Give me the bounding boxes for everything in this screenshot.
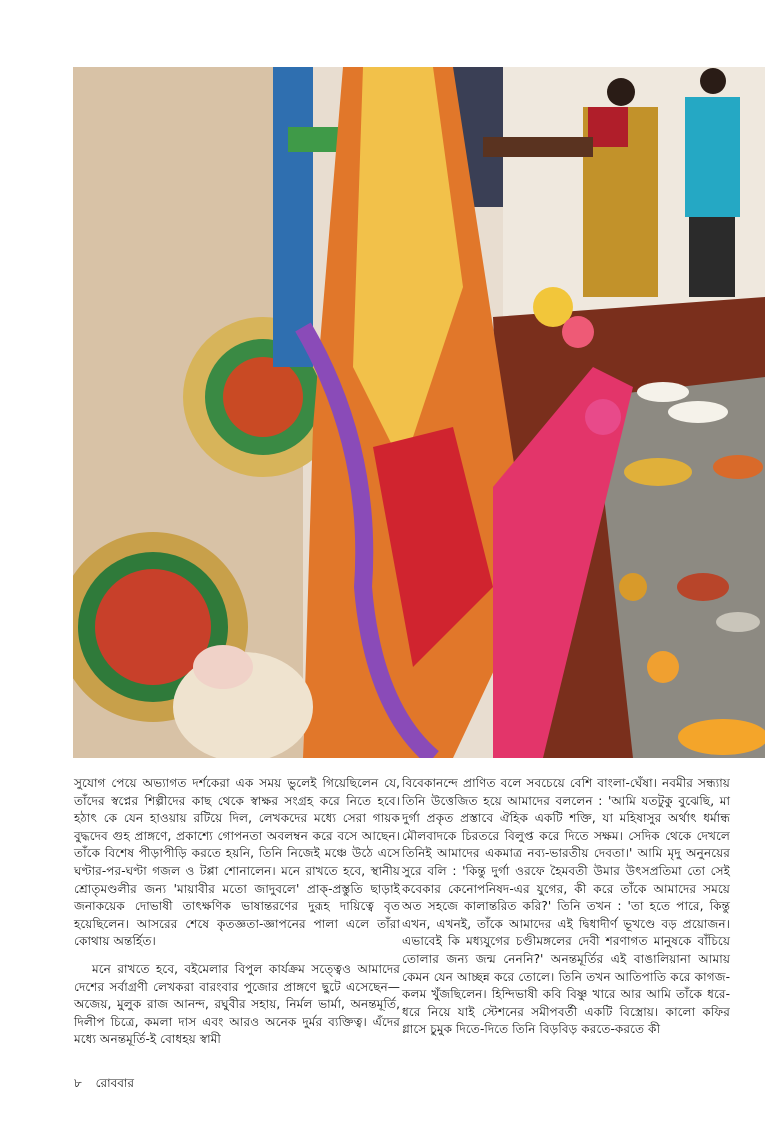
plate-3 xyxy=(624,458,692,486)
fruit-plate xyxy=(678,719,765,755)
plate-1 xyxy=(637,382,689,402)
bowl xyxy=(677,573,729,601)
flowers-3 xyxy=(562,316,594,348)
plate-4 xyxy=(713,455,763,479)
durga-puja-altar-photo xyxy=(73,67,765,758)
page-footer xyxy=(74,1075,134,1095)
arch-mid-inner xyxy=(223,357,303,437)
ganesh-crown xyxy=(193,645,253,689)
saree-blouse xyxy=(588,107,628,147)
person-leggings xyxy=(689,217,735,297)
plate-2 xyxy=(668,401,728,423)
left-paragraph-1: সুযোগ পেয়ে অভ্যাগত দর্শকেরা এক সময় ভুলেই গিয়েছিলেন যে, তাঁদের স্বপ্নের শিল্পীদের কাছ থেকে স্বাক্ষর সংগ্রহ করে নিতে হবে। হঠাৎ কে যেন হাওয়ায় রটিয়ে দিল, লেখকদের মধ্যে সেরা গায়ক বুদ্ধদেব গুহ প্রাঙ্গণে, প্রকাশ্যে গোপনতা অবলম্বন করে বসে আছেন। তাঁকে বিশেষ পীড়াপীড়ি করতে হয়নি, তিনি নিজেই মঞ্চে উঠে এসে ঘণ্টার-পর-ঘণ্টা গজল ও টপ্পা শোনালেন। মনে রাখতে হবে, স্থানীয় শ্রোতৃমণ্ডলীর জন্য 'মায়াবীর মতো জাদুবলে' প্রাক্-প্রস্তুতি ছাড়াই জনাকয়েক দোভাষী তাৎক্ষণিক ভাষান্তরণের দুরূহ দায়িত্বে বৃত হয়েছিলেন। আসরের শেষে কৃতজ্ঞতা-জ্ঞাপনের পালা এলে তাঁরা কোথায় অন্তর্হিত। xyxy=(74,776,400,949)
bowl-2 xyxy=(716,612,760,632)
table xyxy=(483,137,593,157)
person-blue xyxy=(685,97,740,217)
head xyxy=(607,78,635,106)
pillar-blue xyxy=(273,67,313,367)
left-paragraph-2: মনে রাখতে হবে, বইমেলার বিপুল কার্যক্রম সত্ত্বেও আমাদের দেশের সর্বাগ্রণী লেখকরা বারংবার পুজোর প্রাঙ্গণে ছুটে এসেছেন—অজেয়, মুলুক রাজ আনন্দ, রঘুবীর সহায়, নির্মল ভার্মা, অনন্তমূর্তি, দিলীপ চিত্রে, কমলা দাস এবং আরও অনেক দুর্মর ব্যক্তিত্ব। এঁদের মধ্যে অনন্তমূর্তি-ই বোধহয় স্বামী xyxy=(74,961,400,1047)
photo-illustration xyxy=(73,67,765,758)
right-paragraph-1: বিবেকানন্দে প্রাণিত বলে সবচেয়ে বেশি বাংলা-ঘেঁষা। নবমীর সন্ধ্যায় তিনি উত্তেজিত হয়ে আমাদের বললেন : 'আমি যতটুকু বুঝেছি, মা দুর্গা প্রকৃত প্রস্তাবে ঐহিক একটি শক্তি, যা মহিষাসুর অর্থাৎ ধর্মান্ধ মৌলবাদকে চিরতরে বিলুপ্ত করে দিতে সক্ষম। সেদিক থেকে দেখলে তিনিই আমাদের একমাত্র নব্য-ভারতীয় দেবতা।' আমি মৃদু অনুনয়ের সুরে বলি : 'কিন্তু দুর্গা ওরফে হৈমবতী উমার উৎসপ্রতিমা তো সেই কবেকার কেনোপনিষদ-এর যুগের, কী করে তাঁকে আমাদের সময়ে অত সহজে কালান্তরিত করি?' তিনি তখন : 'তা হতে পারে, কিন্তু এখন, এখনই, তাঁকে আমাদের এই দ্বিধাদীর্ণ ভূখণ্ডে বড় প্রয়োজন। এভাবেই কি মধ্যযুগের চণ্ডীমঙ্গলের দেবী শরণাগত মানুষকে বাঁচিয়ে তোলার জন্য জন্ম নেননি?' অনন্তমূর্তির এই বাঙালিয়ানা আমায় কেমন যেন আচ্ছন্ন করে তোলে। তিনি তখন আতিপাতি করে কাগজ-কলম খুঁজছিলেন। হিন্দিভাষী কবি বিষ্ণু খারে আর আমি তাঁকে ধরে-ধরে নিয়ে যাই স্টেশনের সমীপবর্তী একটি বিস্ত্রোয়। কালো কফির গ্লাসে চুমুক দিতে-দিতে তিনি বিড়বিড় করতে-করতে কী xyxy=(402,776,730,1037)
flowers xyxy=(585,399,621,435)
magazine-name: রোববার xyxy=(95,1076,135,1090)
page-number: ৮ xyxy=(74,1076,82,1090)
lamp xyxy=(647,651,679,683)
kalash xyxy=(619,573,647,601)
article-left-column xyxy=(74,775,400,1049)
head-2 xyxy=(700,68,726,94)
article-right-column xyxy=(402,775,730,1039)
